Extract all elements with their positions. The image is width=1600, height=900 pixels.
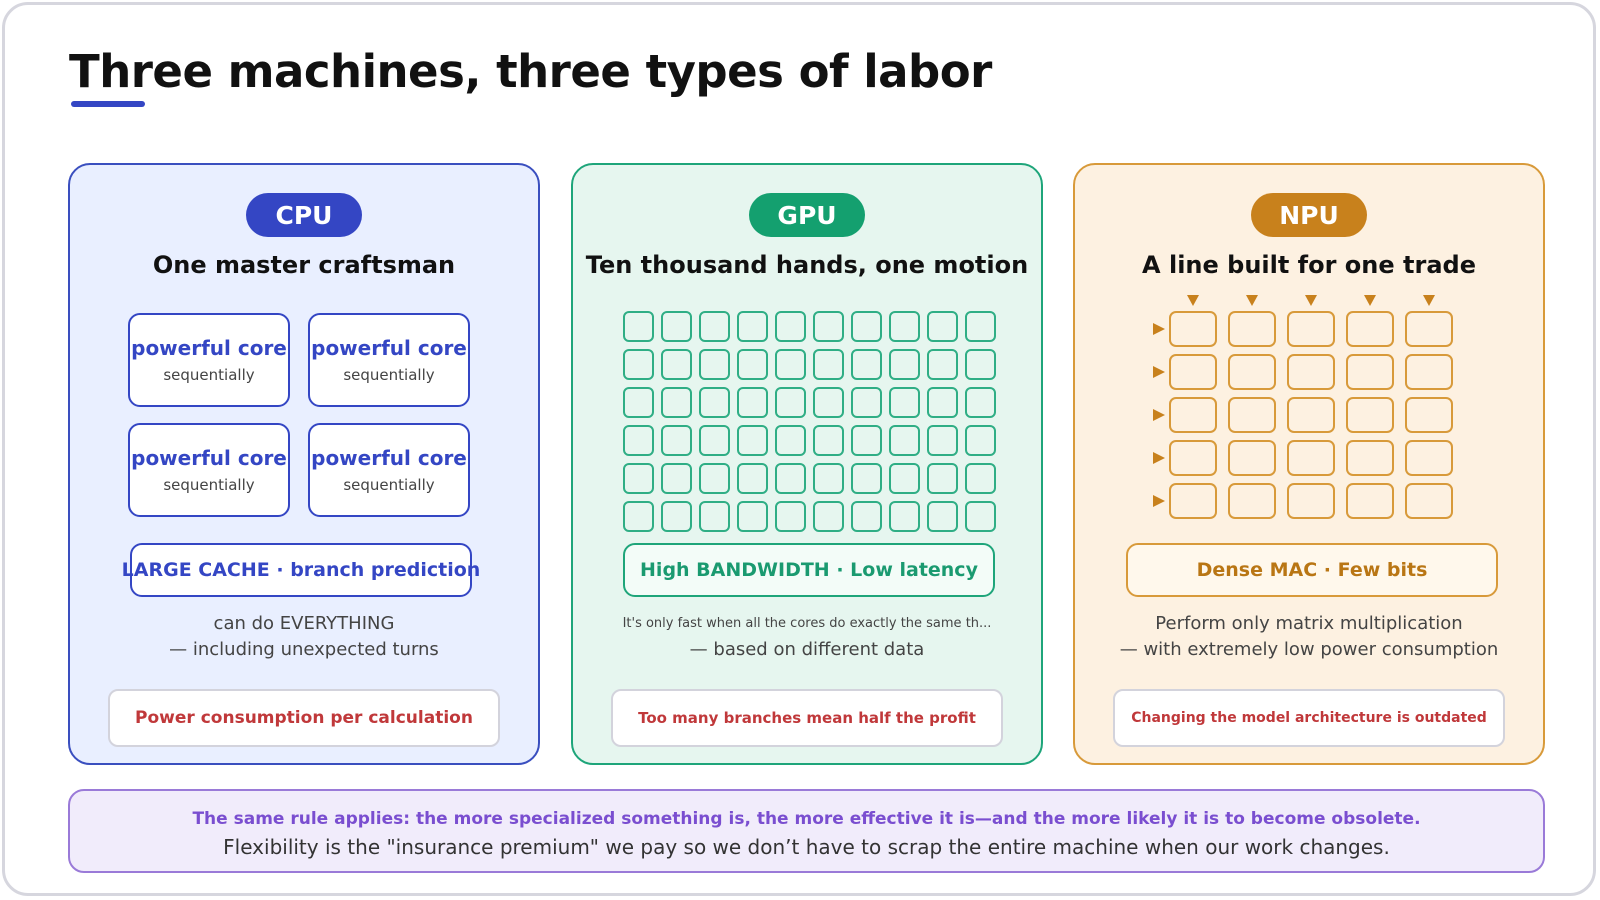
npu-panel xyxy=(1073,163,1545,765)
core-title: powerful core xyxy=(131,336,287,360)
gpu-core-cell xyxy=(965,311,996,342)
core-subtitle: sequentially xyxy=(163,476,255,494)
gpu-core-cell xyxy=(965,387,996,418)
npu-mac-cell xyxy=(1287,311,1335,347)
gpu-core-cell xyxy=(623,349,654,380)
gpu-core-grid xyxy=(623,311,996,532)
data-flow-right-icon xyxy=(1153,495,1165,507)
gpu-core-cell xyxy=(851,311,882,342)
gpu-core-cell xyxy=(737,349,768,380)
gpu-core-cell xyxy=(965,463,996,494)
cpu-description xyxy=(80,611,528,663)
npu-mac-cell xyxy=(1346,483,1394,519)
cpu-label-pill: CPU xyxy=(246,193,362,237)
npu-mac-cell xyxy=(1346,397,1394,433)
npu-mac-cell xyxy=(1287,440,1335,476)
gpu-core-cell xyxy=(889,349,920,380)
npu-mac-cell xyxy=(1228,440,1276,476)
npu-mac-cell xyxy=(1405,483,1453,519)
data-flow-down-icon xyxy=(1364,295,1376,306)
npu-mac-cell xyxy=(1287,397,1335,433)
cpu-desc-line2: — including unexpected turns xyxy=(169,639,439,660)
banner-body: Flexibility is the "insurance premium" we pay so we don’t have to scrap the entire machine when our work changes. xyxy=(223,835,1390,859)
npu-mac-cell xyxy=(1228,311,1276,347)
gpu-core-cell xyxy=(927,311,958,342)
core-title: powerful core xyxy=(311,446,467,470)
gpu-subtitle: Ten thousand hands, one motion xyxy=(585,251,1029,279)
gpu-core-cell xyxy=(699,425,730,456)
npu-mac-cell xyxy=(1405,440,1453,476)
cpu-subtitle: One master craftsman xyxy=(152,251,456,279)
npu-mac-cell xyxy=(1346,311,1394,347)
npu-subtitle: A line built for one trade xyxy=(1142,251,1476,279)
gpu-core-cell xyxy=(813,501,844,532)
npu-mac-cell xyxy=(1169,483,1217,519)
npu-feature-box: Dense MAC · Few bits xyxy=(1126,543,1498,597)
npu-systolic-array xyxy=(1151,293,1471,523)
gpu-label-pill: GPU xyxy=(749,193,865,237)
gpu-core-cell xyxy=(623,311,654,342)
gpu-core-cell xyxy=(737,501,768,532)
gpu-core-cell xyxy=(623,387,654,418)
gpu-core-cell xyxy=(813,425,844,456)
title-underline xyxy=(71,101,145,107)
gpu-core-cell xyxy=(737,425,768,456)
gpu-core-cell xyxy=(927,463,958,494)
gpu-core-cell xyxy=(851,425,882,456)
gpu-core-cell xyxy=(623,463,654,494)
gpu-core-cell xyxy=(737,311,768,342)
gpu-core-cell xyxy=(889,463,920,494)
gpu-core-cell xyxy=(699,349,730,380)
gpu-core-cell xyxy=(851,387,882,418)
data-flow-down-icon xyxy=(1423,295,1435,306)
data-flow-right-icon xyxy=(1153,366,1165,378)
gpu-core-cell xyxy=(851,463,882,494)
gpu-core-cell xyxy=(623,501,654,532)
gpu-core-cell xyxy=(965,425,996,456)
npu-mac-cell xyxy=(1346,440,1394,476)
gpu-core-cell xyxy=(661,463,692,494)
npu-mac-cell xyxy=(1169,397,1217,433)
data-flow-down-icon xyxy=(1305,295,1317,306)
slide-frame xyxy=(2,2,1596,896)
banner-lead: The same rule applies: the more specialized something is, the more effective it is—and the more likely it is to become obsolete. xyxy=(192,809,1421,829)
npu-mac-cell xyxy=(1228,397,1276,433)
gpu-core-cell xyxy=(661,311,692,342)
npu-mac-cell xyxy=(1346,354,1394,390)
gpu-core-cell xyxy=(699,501,730,532)
npu-desc-line2: — with extremely low power consumption xyxy=(1119,639,1499,660)
npu-mac-cell xyxy=(1169,311,1217,347)
gpu-core-cell xyxy=(889,311,920,342)
gpu-core-cell xyxy=(699,387,730,418)
data-flow-right-icon xyxy=(1153,409,1165,421)
npu-mac-cell xyxy=(1169,440,1217,476)
page-title: Three machines, three types of labor xyxy=(69,45,992,98)
gpu-core-cell xyxy=(851,501,882,532)
gpu-core-cell xyxy=(775,425,806,456)
gpu-core-cell xyxy=(775,311,806,342)
gpu-core-cell xyxy=(775,501,806,532)
core-title: powerful core xyxy=(131,446,287,470)
gpu-core-cell xyxy=(661,387,692,418)
cpu-feature-box: LARGE CACHE · branch prediction xyxy=(130,543,472,597)
npu-mac-cell xyxy=(1405,311,1453,347)
gpu-core-cell xyxy=(661,349,692,380)
cpu-core xyxy=(128,423,290,517)
data-flow-right-icon xyxy=(1153,323,1165,335)
npu-mac-cell xyxy=(1287,354,1335,390)
gpu-core-cell xyxy=(851,349,882,380)
gpu-core-cell xyxy=(699,463,730,494)
npu-mac-cell xyxy=(1169,354,1217,390)
gpu-core-cell xyxy=(661,501,692,532)
gpu-core-cell xyxy=(775,463,806,494)
gpu-core-cell xyxy=(661,425,692,456)
gpu-core-cell xyxy=(813,311,844,342)
npu-desc-line1: Perform only matrix multiplication xyxy=(1155,613,1463,634)
gpu-panel xyxy=(571,163,1043,765)
core-subtitle: sequentially xyxy=(343,366,435,384)
gpu-description xyxy=(583,611,1031,663)
cpu-core xyxy=(308,423,470,517)
gpu-core-cell xyxy=(889,425,920,456)
gpu-core-cell xyxy=(927,387,958,418)
gpu-core-cell xyxy=(965,349,996,380)
gpu-warning-box: Too many branches mean half the profit xyxy=(611,689,1003,747)
gpu-core-cell xyxy=(927,425,958,456)
cpu-desc-line1: can do EVERYTHING xyxy=(213,613,395,634)
gpu-core-cell xyxy=(965,501,996,532)
gpu-core-cell xyxy=(623,425,654,456)
npu-label-pill: NPU xyxy=(1251,193,1367,237)
conclusion-banner xyxy=(68,789,1545,873)
cpu-panel xyxy=(68,163,540,765)
npu-warning-box: Changing the model architecture is outdated xyxy=(1113,689,1505,747)
npu-mac-cell xyxy=(1287,483,1335,519)
gpu-core-cell xyxy=(737,463,768,494)
gpu-core-cell xyxy=(699,311,730,342)
cpu-core xyxy=(308,313,470,407)
data-flow-right-icon xyxy=(1153,452,1165,464)
gpu-core-cell xyxy=(737,387,768,418)
gpu-desc-line1: It's only fast when all the cores do exactly the same th... xyxy=(622,616,992,631)
npu-mac-cell xyxy=(1228,354,1276,390)
core-subtitle: sequentially xyxy=(343,476,435,494)
npu-mac-cell xyxy=(1405,354,1453,390)
npu-mac-cell xyxy=(1405,397,1453,433)
npu-mac-cell xyxy=(1228,483,1276,519)
gpu-core-cell xyxy=(889,501,920,532)
core-title: powerful core xyxy=(311,336,467,360)
gpu-core-cell xyxy=(813,463,844,494)
gpu-core-cell xyxy=(775,349,806,380)
core-subtitle: sequentially xyxy=(163,366,255,384)
gpu-core-cell xyxy=(813,349,844,380)
npu-description xyxy=(1085,611,1533,663)
data-flow-down-icon xyxy=(1187,295,1199,306)
gpu-feature-box: High BANDWIDTH · Low latency xyxy=(623,543,995,597)
gpu-desc-line2: — based on different data xyxy=(689,639,925,660)
gpu-core-cell xyxy=(813,387,844,418)
gpu-core-cell xyxy=(889,387,920,418)
cpu-core xyxy=(128,313,290,407)
cpu-warning-box: Power consumption per calculation xyxy=(108,689,500,747)
gpu-core-cell xyxy=(927,501,958,532)
gpu-core-cell xyxy=(927,349,958,380)
gpu-core-cell xyxy=(775,387,806,418)
data-flow-down-icon xyxy=(1246,295,1258,306)
